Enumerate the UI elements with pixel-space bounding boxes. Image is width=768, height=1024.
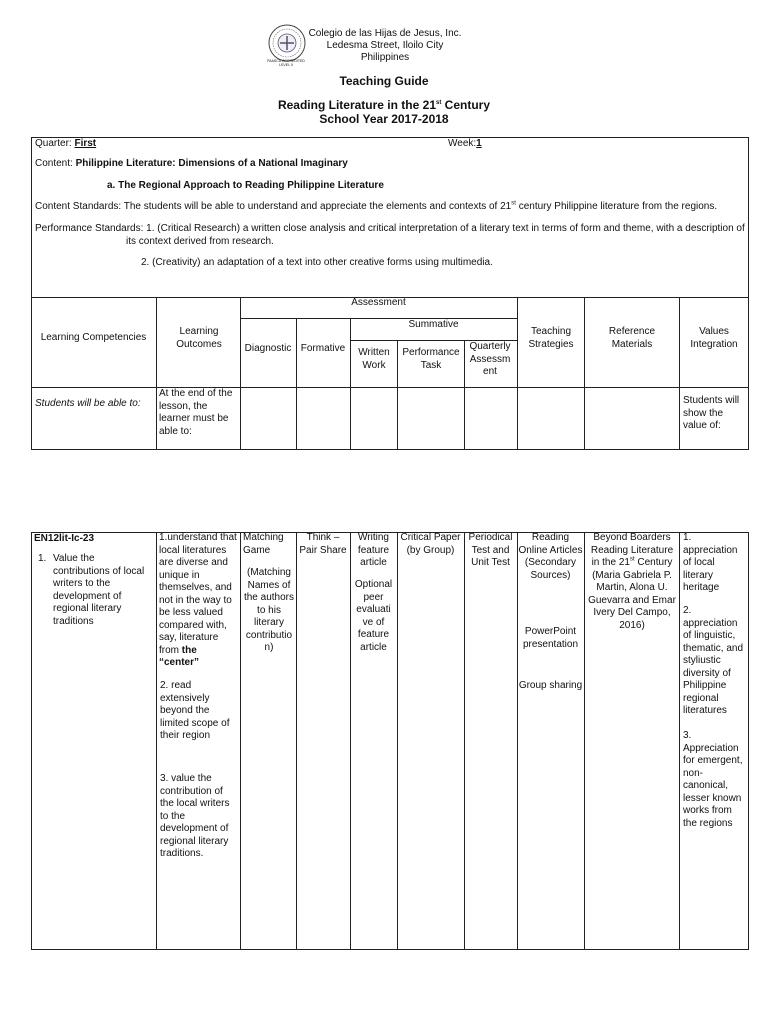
header-learning-outcomes: Learning Outcomes <box>176 326 222 350</box>
strategy-powerpoint: PowerPoint presentation <box>522 626 579 650</box>
performance-standards-line-1: Performance Standards: 1. (Critical Research) a written close analysis and critical interpretation of a literary text in terms of form and theme, with a description of <box>35 223 745 234</box>
school-year: School Year 2017-2018 <box>319 112 449 126</box>
value-1: 1. appreciation of local literary heritage <box>683 532 738 593</box>
formative-activity: Think – Pair Share <box>299 532 347 556</box>
header-assessment: Assessment <box>351 297 406 308</box>
subject-title: Reading Literature in the 21st Century <box>277 98 491 112</box>
accreditation-text: PAASCU ACCREDITED LEVEL II <box>267 59 305 67</box>
content-subtopic: a. The Regional Approach to Reading Philippine Literature <box>107 180 384 191</box>
quarter-label: Quarter: <box>35 138 72 149</box>
outcome-2: 2. read extensively beyond the limited scope of their region <box>160 680 230 741</box>
written-work-optional: Optional peer evaluati ve of feature article <box>354 579 393 653</box>
students-able-to: Students will be able to: <box>35 398 141 409</box>
school-name: Colegio de las Hijas de Jesus, Inc. <box>308 28 462 39</box>
content-standards: Content Standards: The students will be able to understand and appreciate the elements and contexts of 21st century Philippine literature from the regions. <box>35 200 718 212</box>
performance-standards-line-2: its context derived from research. <box>126 236 274 247</box>
header-learning-competencies: Learning Competencies <box>40 332 147 343</box>
competency-text: Value the contributions of local writers to the development of regional literary traditions <box>53 553 145 627</box>
diagnostic-detail: (Matching Names of the authors to his literary contributio n) <box>243 567 295 653</box>
competency-number: 1. <box>38 553 47 564</box>
header-written-work: Written Work <box>358 347 390 371</box>
school-country: Philippines <box>360 52 410 63</box>
content-value: Philippine Literature: Dimensions of a National Imaginary <box>75 158 348 169</box>
outcome-1: 1.understand that local literatures are diverse and unique in themselves, and not in the way to be less valued compared with, say, literature from the “center” <box>159 532 237 668</box>
strategy-group-sharing: Group sharing <box>518 680 583 691</box>
school-address <box>300 28 470 64</box>
header-performance-task: Performance Task <box>402 347 460 371</box>
header-teaching-strategies: Teaching Strategies <box>528 326 574 350</box>
content-label: Content: <box>35 158 73 169</box>
quarter-field <box>35 138 96 151</box>
reference-material: Beyond Boarders Reading Literature in the 21st Century (Maria Gabriela P. Martin, Alona U. Guevarra and Emar Ivery Del Campo, 2016) <box>588 532 676 631</box>
quarter-value: First <box>74 138 97 149</box>
school-street: Ledesma Street, Iloilo City <box>326 40 444 51</box>
quarterly-assessment-activity: Periodical Test and Unit Test <box>468 532 513 568</box>
header-values-integration: Values Integration <box>690 326 738 350</box>
students-show-value: Students will show the value of: <box>683 395 740 431</box>
value-2: 2. appreciation of linguistic, thematic, and styliustic diversity of Philippine regional literatures <box>683 605 744 716</box>
performance-task-activity: Critical Paper (by Group) <box>400 532 461 556</box>
header-summative: Summative <box>408 319 459 330</box>
week-label: Week: <box>448 138 477 149</box>
learner-must-be-able-to: At the end of the lesson, the learner must be able to: <box>159 388 233 437</box>
content-field <box>35 158 348 171</box>
header-reference-materials: Reference Materials <box>608 326 656 350</box>
document-title: Teaching Guide <box>339 74 429 88</box>
competency-code: EN12lit-Ic-23 <box>34 533 95 544</box>
week-field <box>448 138 482 151</box>
value-3: 3. Appreciation for emergent, non-canonical, lesser known works from the regions <box>683 730 743 829</box>
diagnostic-activity: Matching Game <box>243 532 284 556</box>
performance-standards-line-3: 2. (Creativity) an adaptation of a text into other creative forms using multimedia. <box>141 257 493 268</box>
outcome-3: 3. value the contribution of the local writers to the development of regional literary traditions. <box>160 773 230 859</box>
header-quarterly-assessment: Quarterly Assessm ent <box>469 341 511 377</box>
written-work-activity: Writing feature article <box>357 532 390 568</box>
strategy-reading-online: Reading Online Articles (Secondary Sources) <box>518 532 583 581</box>
week-value: 1 <box>476 138 482 149</box>
header-diagnostic: Diagnostic <box>244 343 292 354</box>
header-formative: Formative <box>300 343 346 354</box>
